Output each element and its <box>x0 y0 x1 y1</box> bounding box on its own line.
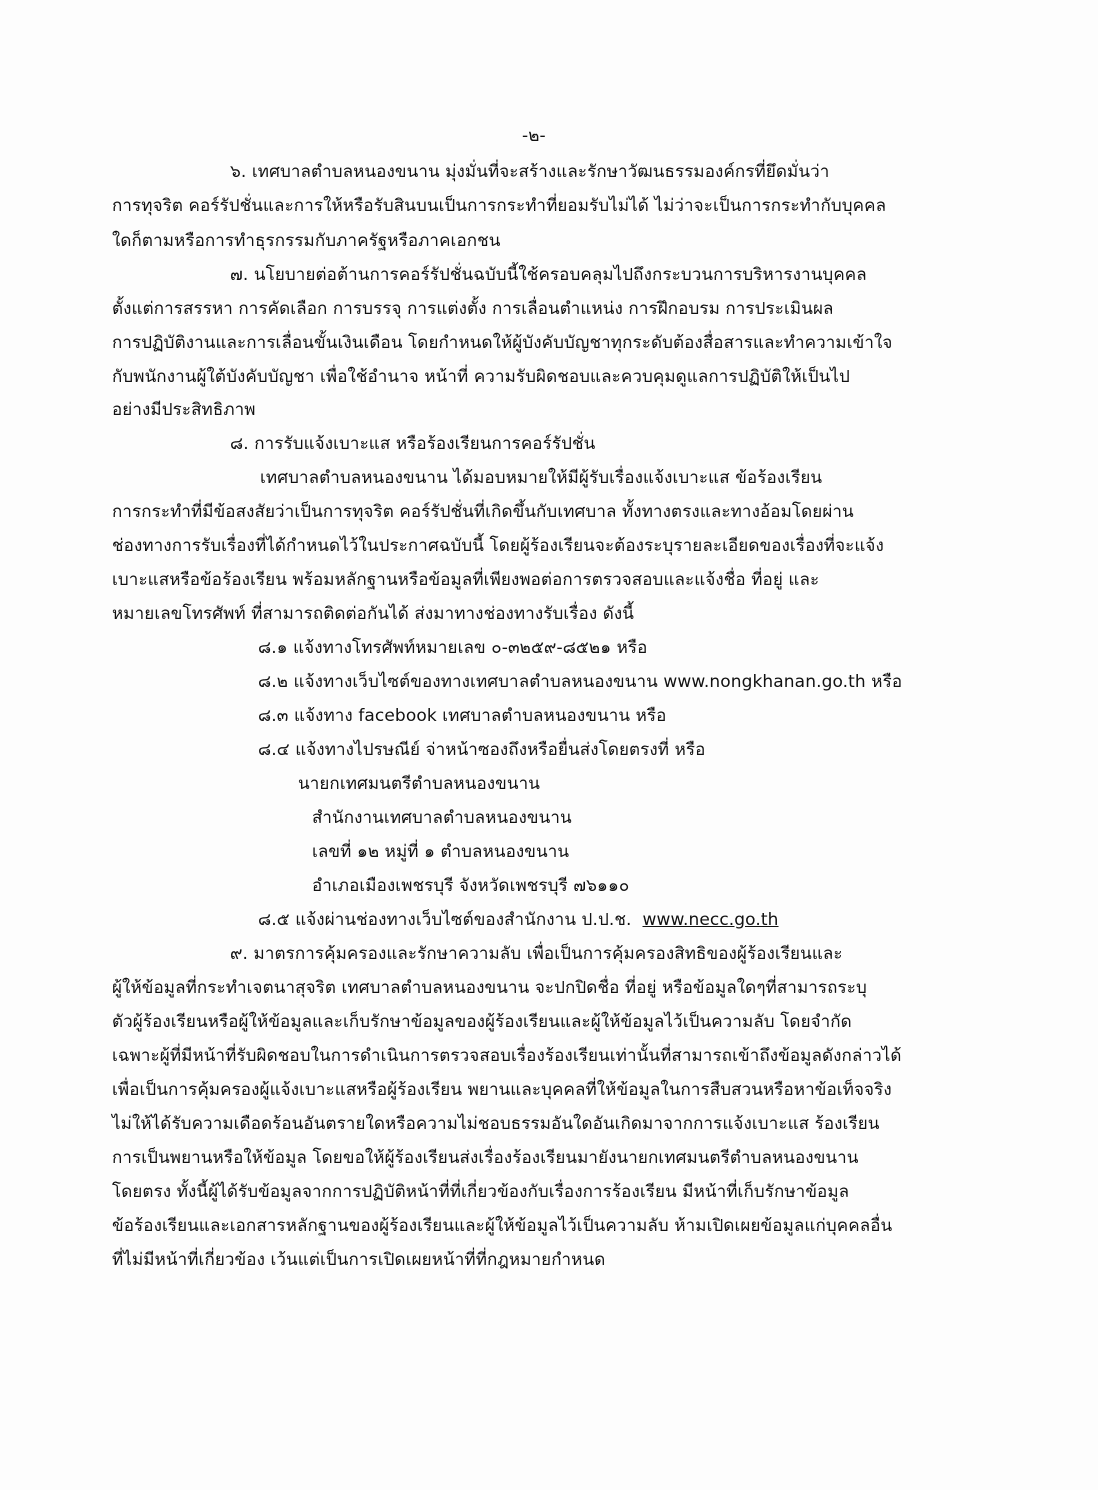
section9-line3: ตัวผู้ร้องเรียนหรือผู้ให้ข้อมูลและเก็บรักษาข้อมูลของผู้ร้องเรียนและผู้ให้ข้อมูลไว้เป็นความลับ โดยจำกัด <box>112 1012 852 1032</box>
section8-item5-text: ๘.๕ แจ้งผ่านช่องทางเว็บไซต์ของสำนักงาน ป.ป.ช. <box>258 910 632 930</box>
address-line1: นายกเทศมนตรีตำบลหนองขนาน <box>298 774 540 794</box>
section8-item2: ๘.๒ แจ้งทางเว็บไซต์ของทางเทศบาลตำบลหนองขนาน www.nongkhanan.go.th หรือ <box>258 672 903 692</box>
section9-line9: ข้อร้องเรียนและเอกสารหลักฐานของผู้ร้องเรียนและผู้ให้ข้อมูลไว้เป็นความลับ ห้ามเปิดเผยข้อมูลแก่บุคคลอื่น <box>112 1216 893 1236</box>
section9-line10: ที่ไม่มีหน้าที่เกี่ยวข้อง เว้นแต่เป็นการเปิดเผยหน้าที่ที่กฎหมายกำหนด <box>112 1250 606 1270</box>
section7-line2: ตั้งแต่การสรรหา การคัดเลือก การบรรจุ การแต่งตั้ง การเลื่อนตำแหน่ง การฝึกอบรม การประเมินผล <box>112 299 834 319</box>
necc-link[interactable]: www.necc.go.th <box>642 910 779 930</box>
section9-line8: โดยตรง ทั้งนี้ผู้ได้รับข้อมูลจากการปฏิบัติหน้าที่ที่เกี่ยวข้องกับเรื่องการร้องเรียน มีหน้าที่เก็บรักษาข้อมูล <box>112 1182 850 1202</box>
section7-line1: ๗. นโยบายต่อต้านการคอร์รัปชั่นฉบับนี้ใช้ครอบคลุมไปถึงกระบวนการบริหารงานบุคคล <box>230 265 867 285</box>
section9-line2: ผู้ให้ข้อมูลที่กระทำเจตนาสุจริต เทศบาลตำบลหนองขนาน จะปกปิดชื่อ ที่อยู่ หรือข้อมูลใดๆที่สามารถระบุ <box>112 978 867 998</box>
section8-line1: เทศบาลตำบลหนองขนาน ได้มอบหมายให้มีผู้รับเรื่องแจ้งเบาะแส ข้อร้องเรียน <box>260 468 823 488</box>
section8-item5 <box>258 908 779 932</box>
section7-line4: กับพนักงานผู้ใต้บังคับบัญชา เพื่อใช้อำนาจ หน้าที่ ความรับผิดชอบและควบคุมดูแลการปฏิบัติให้เป็นไป <box>112 367 850 387</box>
address-line4: อำเภอเมืองเพชรบุรี จังหวัดเพชรบุรี ๗๖๑๑๐ <box>312 876 630 896</box>
section8-line2: การกระทำที่มีข้อสงสัยว่าเป็นการทุจริต คอร์รัปชั่นที่เกิดขึ้นกับเทศบาล ทั้งทางตรงและทางอ้อมโดยผ่าน <box>112 502 854 522</box>
section8-line5: หมายเลขโทรศัพท์ ที่สามารถติดต่อกันได้ ส่งมาทางช่องทางรับเรื่อง ดังนี้ <box>112 604 635 624</box>
section8-item3: ๘.๓ แจ้งทาง facebook เทศบาลตำบลหนองขนาน หรือ <box>258 706 667 726</box>
section8-line4: เบาะแสหรือข้อร้องเรียน พร้อมหลักฐานหรือข้อมูลที่เพียงพอต่อการตรวจสอบและแจ้งชื่อ ที่อยู่ และ <box>112 570 820 590</box>
address-line3: เลขที่ ๑๒ หมู่ที่ ๑ ตำบลหนองขนาน <box>312 842 570 862</box>
section7-line3: การปฏิบัติงานและการเลื่อนขั้นเงินเดือน โดยกำหนดให้ผู้บังคับบัญชาทุกระดับต้องสื่อสารและทำความเข้าใจ <box>112 333 893 353</box>
section8-item4: ๘.๔ แจ้งทางไปรษณีย์ จ่าหน้าซองถึงหรือยื่นส่งโดยตรงที่ หรือ <box>258 740 706 760</box>
section9-line4: เฉพาะผู้ที่มีหน้าที่รับผิดชอบในการดำเนินการตรวจสอบเรื่องร้องเรียนเท่านั้นที่สามารถเข้าถึงข้อมูลดังกล่าวได้ <box>112 1046 902 1066</box>
section9-line5: เพื่อเป็นการคุ้มครองผู้แจ้งเบาะแสหรือผู้ร้องเรียน พยานและบุคคลที่ให้ข้อมูลในการสืบสวนหรือหาข้อเท็จจริง <box>112 1080 892 1100</box>
address-line2: สำนักงานเทศบาลตำบลหนองขนาน <box>312 808 572 828</box>
section6-line2: การทุจริต คอร์รัปชั่นและการให้หรือรับสินบนเป็นการกระทำที่ยอมรับไม่ได้ ไม่ว่าจะเป็นการกระทำกับบุคคล <box>112 196 887 216</box>
page-number: -๒- <box>522 126 546 146</box>
section6-line3: ใดก็ตามหรือการทำธุรกรรมกับภาครัฐหรือภาคเอกชน <box>112 231 501 251</box>
section9-line6: ไม่ให้ได้รับความเดือดร้อนอันตรายใดหรือความไม่ชอบธรรมอันใดอันเกิดมาจากการแจ้งเบาะแส ร้องเรียน <box>112 1114 880 1134</box>
section8-item1: ๘.๑ แจ้งทางโทรศัพท์หมายเลข ๐-๓๒๕๙-๘๕๒๑ หรือ <box>258 638 648 658</box>
section8-line3: ช่องทางการรับเรื่องที่ได้กำหนดไว้ในประกาศฉบับนี้ โดยผู้ร้องเรียนจะต้องระบุรายละเอียดของเรื่องที่จะแจ้ง <box>112 536 884 556</box>
section7-line5: อย่างมีประสิทธิภาพ <box>112 400 256 420</box>
section8-heading: ๘. การรับแจ้งเบาะแส หรือร้องเรียนการคอร์รัปชั่น <box>230 434 596 454</box>
section9-line7: การเป็นพยานหรือให้ข้อมูล โดยขอให้ผู้ร้องเรียนส่งเรื่องร้องเรียนมายังนายกเทศมนตรีตำบลหนองขนาน <box>112 1148 859 1168</box>
section6-line1: ๖. เทศบาลตำบลหนองขนาน มุ่งมั่นที่จะสร้างและรักษาวัฒนธรรมองค์กรที่ยึดมั่นว่า <box>230 162 830 182</box>
section9-line1: ๙. มาตรการคุ้มครองและรักษาความลับ เพื่อเป็นการคุ้มครองสิทธิของผู้ร้องเรียนและ <box>230 944 843 964</box>
